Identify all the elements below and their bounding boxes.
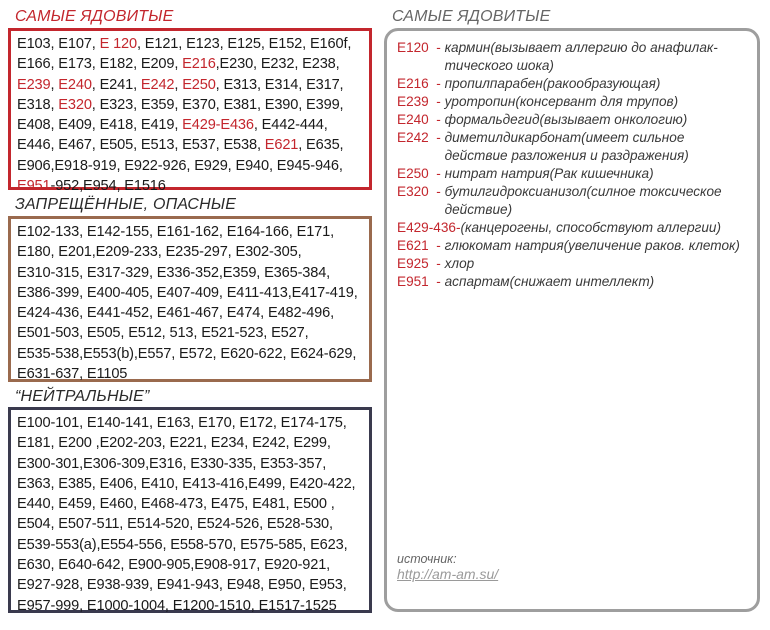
code-line: E631-637, E1105	[17, 366, 128, 383]
entry-description-line: пропилпарабен(ракообразующая)	[444, 76, 661, 91]
entry-dash: -	[455, 220, 461, 235]
entry-code: E621	[397, 238, 429, 253]
entry-description-line: глюкомат натрия(увеличение раков. клеток)	[444, 238, 740, 253]
source-link[interactable]: http://am-am.su/	[397, 566, 499, 582]
entry-description-line: аспартам(снижает интеллект)	[444, 274, 655, 289]
highlighted-code: E429-E436	[182, 117, 254, 134]
code-text: ,	[50, 76, 59, 93]
highlighted-code: E240	[58, 76, 92, 93]
code-text: E318,	[17, 96, 59, 113]
entry-code: E429-436	[397, 220, 456, 235]
highlighted-code: E 120	[99, 36, 137, 52]
entry-code: E250	[397, 166, 429, 181]
code-line: E300-301,E306-309,E316, E330-335, E353-357,	[17, 455, 327, 472]
source-block	[397, 552, 498, 583]
code-line: E310-315, E317-329, E336-352,E359, E365-384,	[17, 264, 331, 281]
code-line: E927-928, E938-939, E941-943, E948, E950, E953,	[17, 577, 347, 594]
entry-code: E240	[397, 112, 429, 127]
code-line: E100-101, E140-141, E163, E170, E172, E174-175,	[17, 415, 347, 431]
entry-code: E320	[397, 184, 429, 199]
entry-description-line: бутилгидроксианизол(силное токсическое	[444, 184, 722, 199]
code-text: , E635,	[298, 137, 344, 154]
highlighted-code: E320	[58, 96, 92, 113]
code-text: -952,E954, E1516	[50, 178, 166, 195]
code-line: E440, E459, E460, E468-473, E475, E481, E500 ,	[17, 496, 335, 513]
entry-description	[445, 165, 654, 183]
code-line: E535-538,E553(b),E557, E572, E620-622, E624-629,	[17, 345, 357, 362]
code-line: E630, E640-642, E900-905,E908-917, E920-921,	[17, 557, 331, 574]
section-title-banned-dangerous: ЗАПРЕЩЁННЫЕ, ОПАСНЫЕ	[15, 196, 237, 213]
code-line: E386-399, E400-405, E407-409, E411-413,E417-419,	[17, 284, 358, 301]
entry-dash: -	[428, 274, 445, 289]
entry-description	[445, 111, 688, 129]
entry-code: E239	[397, 94, 429, 109]
entry-dash: -	[428, 94, 445, 109]
code-text: E103, E107,	[17, 36, 100, 52]
entry-dash: -	[428, 184, 445, 199]
code-text: , E241,	[91, 76, 141, 93]
detail-entry	[397, 165, 751, 183]
section-title-neutral: “НЕЙТРАЛЬНЫЕ”	[15, 388, 150, 405]
entry-description	[445, 75, 661, 93]
code-text: , E323, E359, E370, E381, E390, E399,	[91, 96, 344, 113]
section-title-most-toxic: САМЫЕ ЯДОВИТЫЕ	[15, 8, 174, 25]
banned-dangerous-list	[8, 216, 372, 382]
source-label: источник:	[397, 552, 457, 566]
highlighted-code: E239	[17, 76, 51, 93]
entry-code: E951	[397, 274, 429, 289]
code-line: E504, E507-511, E514-520, E524-526, E528-530,	[17, 516, 333, 533]
code-line	[17, 176, 363, 196]
highlighted-code: E242	[140, 76, 175, 93]
entry-description-line: нитрат натрия(Рак кишечника)	[444, 166, 654, 181]
entry-description-line: уротропин(консервант для трупов)	[444, 94, 679, 109]
code-line	[17, 34, 363, 54]
neutral-list	[8, 407, 372, 613]
code-text: , E121, E123, E125, E152, E160f,	[136, 36, 352, 52]
code-text: E906,E918-919, E922-926, E929, E940, E945-946,	[17, 157, 343, 174]
entry-description-line: действие разложения и раздражения)	[444, 148, 689, 163]
entry-code: E925	[397, 256, 429, 271]
detail-entry	[397, 255, 751, 273]
entry-description-line: диметилдикарбонат(имеет сильное	[444, 130, 685, 145]
entry-description-line: формальдегид(вызывает онкологию)	[444, 112, 688, 127]
highlighted-code: E216	[182, 56, 216, 73]
entry-dash: -	[428, 40, 445, 55]
entry-code: E242	[397, 130, 429, 145]
code-text: ,E230, E232, E238,	[215, 56, 340, 73]
code-text: E408, E409, E418, E419,	[17, 117, 183, 134]
entry-description	[461, 219, 722, 237]
entry-dash: -	[428, 238, 445, 253]
code-text: ,	[174, 76, 183, 93]
code-line: E363, E385, E406, E410, E413-416,E499, E420-422,	[17, 475, 356, 492]
entry-description	[445, 273, 655, 291]
entry-dash: -	[428, 166, 445, 181]
code-line	[17, 54, 363, 74]
most-toxic-details-panel	[384, 28, 760, 612]
entry-dash: -	[428, 256, 445, 271]
code-text: , E442-444,	[253, 117, 328, 134]
most-toxic-list	[8, 28, 372, 195]
entry-description	[445, 237, 740, 255]
entry-description-line: тического шока)	[444, 58, 554, 73]
detail-entry	[397, 183, 751, 219]
code-text: E446, E467, E505, E513, E537, E538,	[17, 137, 265, 154]
entry-dash: -	[428, 112, 445, 127]
code-line	[17, 135, 363, 155]
code-line	[17, 115, 363, 135]
detail-entry	[397, 129, 751, 165]
highlighted-code: E250	[182, 76, 216, 93]
entry-dash: -	[428, 76, 445, 91]
code-line: E957-999, E1000-1004, E1200-1510, E1517-1525	[17, 597, 337, 614]
code-line: E102-133, E142-155, E161-162, E164-166, E171,	[17, 224, 334, 240]
code-line: E424-436, E441-452, E461-467, E474, E482-496,	[17, 305, 334, 322]
section-title-most-toxic-details: САМЫЕ ЯДОВИТЫЕ	[392, 8, 551, 25]
highlighted-code: E621	[264, 137, 299, 154]
code-text: , E313, E314, E317,	[215, 76, 344, 93]
detail-entry	[397, 219, 751, 237]
entry-description-line: хлор	[444, 256, 475, 271]
entry-code: E120	[397, 40, 429, 55]
detail-entry	[397, 273, 751, 291]
detail-entry	[397, 237, 751, 255]
entry-description	[445, 255, 475, 273]
entry-description-line: (канцерогены, способствуют аллергии)	[460, 220, 722, 235]
code-line: E501-503, E505, E512, 513, E521-523, E527,	[17, 325, 309, 342]
entry-description	[445, 39, 718, 75]
code-line: E180, E201,E209-233, E235-297, E302-305,	[17, 244, 302, 261]
detail-entry	[397, 75, 751, 93]
entry-dash: -	[428, 130, 445, 145]
entry-description	[445, 183, 722, 219]
code-line: E539-553(a),E554-556, E558-570, E575-585, E623,	[17, 536, 348, 553]
code-text: E166, E173, E182, E209,	[17, 56, 183, 73]
details-entries	[397, 39, 751, 291]
highlighted-code: E951	[17, 178, 51, 195]
detail-entry	[397, 111, 751, 129]
code-line	[17, 75, 363, 95]
entry-description	[445, 129, 689, 165]
entry-description-line: кармин(вызывает аллергию до анафилак-	[444, 40, 718, 55]
entry-description	[445, 93, 679, 111]
code-line	[17, 95, 363, 115]
code-line	[17, 156, 363, 176]
entry-description-line: действие)	[444, 202, 513, 217]
detail-entry	[397, 93, 751, 111]
code-line: E181, E200 ,E202-203, E221, E234, E242, E299,	[17, 435, 331, 452]
detail-entry	[397, 39, 751, 75]
entry-code: E216	[397, 76, 429, 91]
